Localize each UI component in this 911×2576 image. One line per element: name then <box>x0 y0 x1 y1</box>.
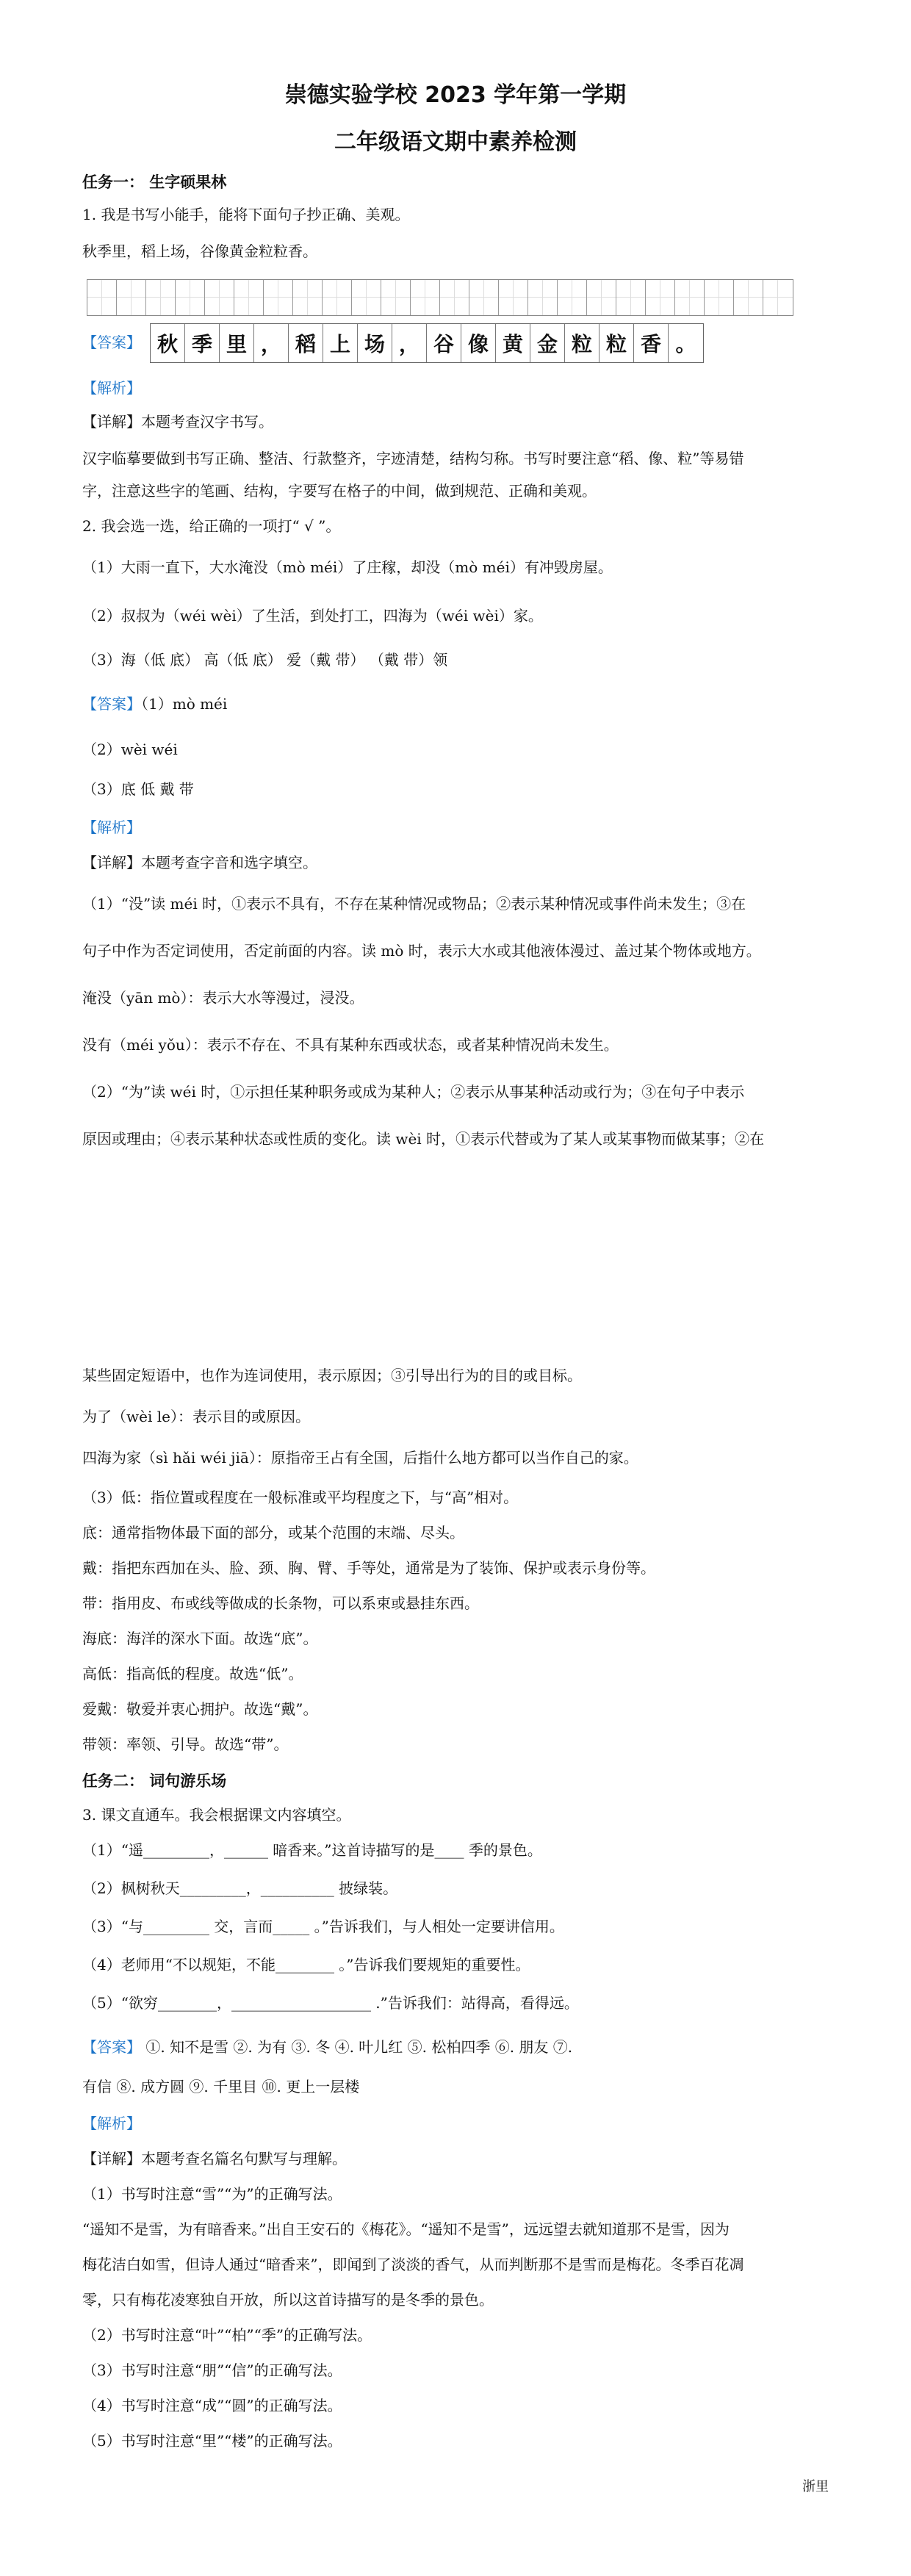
answer-grid <box>150 323 704 363</box>
grid-cell <box>205 280 234 315</box>
answer-line <box>82 2037 572 2057</box>
grid-cell <box>381 280 411 315</box>
detail-text: （1）“没”读 méi 时，①表示不具有，不存在某种情况或物品；②表示某种情况或事件尚未发生；③在 <box>82 895 746 913</box>
detail-text: 戴：指把东西加在头、脸、颈、胸、臂、手等处，通常是为了装饰、保护或表示身份等。 <box>82 1559 655 1577</box>
question-2-item: （2）叔叔为（wéi wèi）了生活，到处打工，四海为（wéi wèi）家。 <box>82 607 543 625</box>
answer-char: 谷 <box>427 324 461 362</box>
grid-cell <box>234 280 264 315</box>
answer-line <box>82 694 227 714</box>
question-2-item: （1）大雨一直下，大水淹没（mò méi）了庄稼，却没（mò méi）有冲毁房屋。 <box>82 558 613 576</box>
grid-cell <box>176 280 205 315</box>
grid-cell <box>352 280 381 315</box>
answer-char: 黄 <box>496 324 530 362</box>
detail-text: （1）书写时注意“雪”“为”的正确写法。 <box>82 2185 342 2203</box>
grid-cell <box>763 280 793 315</box>
answer-text: （1）mò méi <box>141 695 228 713</box>
answer-char: ， <box>392 324 427 362</box>
answer-char: 。 <box>675 332 696 356</box>
answer-char: 季 <box>185 324 220 362</box>
question-1-sentence: 秋季里，稻上场，谷像黄金粒粒香。 <box>82 242 317 260</box>
question-3-item: （5）“欲穷________，___________________ .”告诉我们：站得高，看得远。 <box>82 1994 579 2012</box>
answer-char: 里 <box>220 324 254 362</box>
question-2-item: （3）海（低 底） 高（低 底） 爱（戴 带） （戴 带）领 <box>82 651 448 669</box>
answer-label: 【答案】 <box>82 695 141 713</box>
grid-cell <box>616 280 646 315</box>
detail-text: 海底：海洋的深水下面。故选“底”。 <box>82 1630 318 1647</box>
answer-text: （2）wèi wéi <box>82 741 178 758</box>
detail-text: 汉字临摹要做到书写正确、整洁、行款整齐，字迹清楚，结构匀称。书写时要注意“稻、像、粒”等易错 <box>82 450 744 467</box>
grid-cell <box>499 280 528 315</box>
detail-text: （3）低：指位置或程度在一般标准或平均程度之下，与“高”相对。 <box>82 1489 519 1506</box>
grid-cell <box>558 280 587 315</box>
detail-text: 原因或理由；④表示某种状态或性质的变化。读 wèi 时，①表示代替或为了某人或某事物而做某事；②在 <box>82 1130 765 1148</box>
detail-text: （2）书写时注意“叶”“柏”“季”的正确写法。 <box>82 2326 372 2344</box>
detail-text: 【详解】本题考查字音和选字填空。 <box>82 854 317 871</box>
task1-heading: 任务一： 生字硕果林 <box>82 173 227 191</box>
grid-cell <box>646 280 675 315</box>
answer-char: ， <box>254 324 289 362</box>
detail-text: 字，注意这些字的笔画、结构，字要写在格子的中间，做到规范、正确和美观。 <box>82 482 597 500</box>
answer-char: 上 <box>323 324 358 362</box>
detail-text: 高低：指高低的程度。故选“低”。 <box>82 1665 303 1683</box>
answer-char: 粒 <box>565 324 599 362</box>
answer-label: 【答案】 <box>82 2038 141 2056</box>
detail-text: 爱戴：敬爱并衷心拥护。故选“戴”。 <box>82 1700 318 1718</box>
answer-char: 粒 <box>599 324 634 362</box>
grid-cell <box>323 280 352 315</box>
question-2: 2. 我会选一选，给正确的一项打“ √ ”。 <box>82 517 341 535</box>
analysis-label: 【解析】 <box>82 819 141 836</box>
analysis-label: 【解析】 <box>82 2115 141 2132</box>
detail-text: 梅花洁白如雪，但诗人通过“暗香来”，即闻到了淡淡的香气，从而判断那不是雪而是梅花。冬季百花凋 <box>82 2256 744 2273</box>
grid-cell <box>675 280 705 315</box>
question-3-item: （2）枫树秋天_________，__________ 披绿装。 <box>82 1879 398 1897</box>
writing-grid <box>87 279 793 316</box>
detail-text: 带：指用皮、布或线等做成的长条物，可以系束或悬挂东西。 <box>82 1594 479 1612</box>
grid-cell <box>734 280 763 315</box>
detail-text: 零，只有梅花凌寒独自开放，所以这首诗描写的是冬季的景色。 <box>82 2291 494 2309</box>
grid-cell <box>411 280 440 315</box>
grid-cell <box>528 280 558 315</box>
answer-label: 【答案】 <box>82 334 141 351</box>
task2-heading: 任务二： 词句游乐场 <box>82 1772 227 1790</box>
detail-text: 某些固定短语中，也作为连词使用，表示原因；③引导出行为的目的或目标。 <box>82 1367 582 1384</box>
exam-title: 二年级语文期中素养检测 <box>334 129 577 155</box>
school-title: 崇德实验学校 2023 学年第一学期 <box>284 82 627 108</box>
question-3-item: （4）老师用“不以规矩，不能________ 。”告诉我们要规矩的重要性。 <box>82 1956 530 1974</box>
answer-char: 像 <box>461 324 496 362</box>
detail-text: 为了（wèi le）：表示目的或原因。 <box>82 1408 310 1425</box>
answer-text: 有信 ⑧. 成方圆 ⑨. 千里目 ⑩. 更上一层楼 <box>82 2078 360 2095</box>
question-3-item: （1）“遥_________，______ 暗香来。”这首诗描写的是____ 季的景色。 <box>82 1841 542 1859</box>
detail-text: “遥知不是雪，为有暗香来。”出自王安石的《梅花》。“遥知不是雪”，远远望去就知道那不是雪，因为 <box>82 2220 730 2238</box>
analysis-label: 【解析】 <box>82 379 141 397</box>
detail-text: 【详解】本题考查名篇名句默写与理解。 <box>82 2150 347 2167</box>
answer-text: （3）底 低 戴 带 <box>82 780 194 798</box>
question-3: 3. 课文直通车。我会根据课文内容填空。 <box>82 1806 351 1824</box>
grid-cell <box>587 280 616 315</box>
answer-char: 金 <box>530 324 565 362</box>
grid-cell <box>117 280 146 315</box>
detail-text: 带领：率领、引导。故选“带”。 <box>82 1735 289 1753</box>
question-1: 1. 我是书写小能手，能将下面句子抄正确、美观。 <box>82 206 410 223</box>
grid-cell <box>293 280 323 315</box>
answer-char: 秋 <box>151 324 185 362</box>
grid-cell <box>146 280 176 315</box>
grid-cell <box>705 280 734 315</box>
detail-text: 句子中作为否定词使用，否定前面的内容。读 mò 时，表示大水或其他液体漫过、盖过某个物体或地方。 <box>82 942 761 960</box>
detail-text: 底：通常指物体最下面的部分，或某个范围的末端、尽头。 <box>82 1524 464 1541</box>
grid-cell <box>264 280 293 315</box>
grid-cell <box>469 280 499 315</box>
detail-text: 淹没（yān mò）：表示大水等漫过，浸没。 <box>82 989 364 1007</box>
detail-text: 【详解】本题考查汉字书写。 <box>82 413 273 431</box>
detail-text: （3）书写时注意“朋”“信”的正确写法。 <box>82 2361 342 2379</box>
answer-char: 场 <box>358 324 392 362</box>
detail-text: （4）书写时注意“成”“圆”的正确写法。 <box>82 2397 342 2414</box>
detail-text: （5）书写时注意“里”“楼”的正确写法。 <box>82 2432 342 2450</box>
answer-text: ①. 知不是雪 ②. 为有 ③. 冬 ④. 叶儿红 ⑤. 松柏四季 ⑥. 朋友 ⑦. <box>141 2038 573 2056</box>
detail-text: 四海为家（sì hǎi wéi jiā）：原指帝王占有全国，后指什么地方都可以当作自己的家。 <box>82 1449 638 1467</box>
detail-text: （2）“为”读 wéi 时，①示担任某种职务或成为某种人；②表示从事某种活动或行为；③在句子中表示 <box>82 1083 745 1101</box>
detail-text: 没有（méi yǒu）：表示不存在、不具有某种东西或状态，或者某种情况尚未发生。 <box>82 1036 619 1054</box>
grid-cell <box>87 280 117 315</box>
footer-mark: 浙里 <box>802 2479 829 2494</box>
question-3-item: （3）“与_________ 交，言而_____ 。”告诉我们，与人相处一定要讲信用。 <box>82 1918 564 1935</box>
answer-char: 稻 <box>289 324 323 362</box>
grid-cell <box>440 280 469 315</box>
answer-char: 香 <box>634 324 669 362</box>
